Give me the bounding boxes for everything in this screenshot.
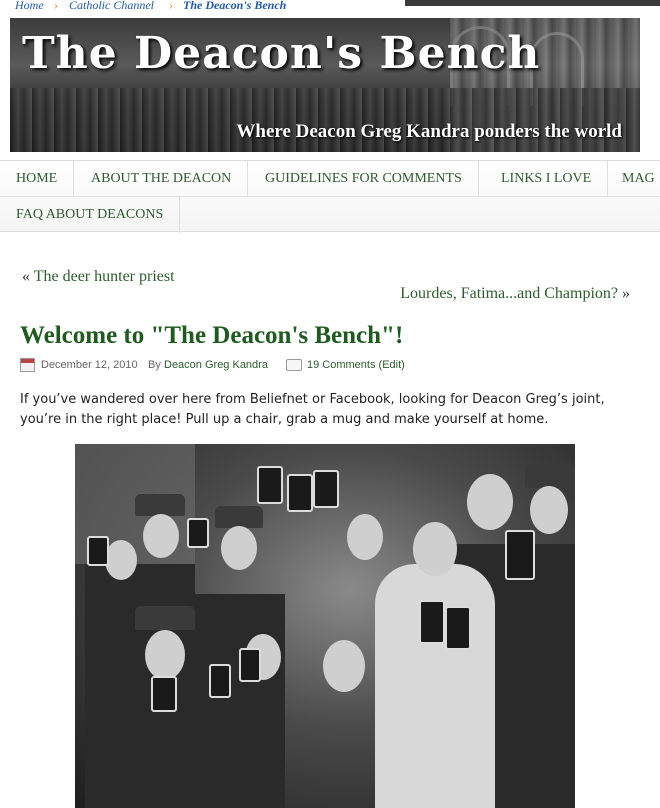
photo-face [143, 514, 179, 558]
next-arrow-icon: » [622, 285, 630, 302]
nav-item-about-the-deacon[interactable]: ABOUT THE DEACON [75, 161, 248, 197]
photo-hat [215, 506, 263, 528]
previous-post-link[interactable] [22, 268, 175, 286]
photo-face [323, 640, 365, 692]
post-by-label: By [148, 359, 161, 371]
top-bar-strip [405, 0, 660, 6]
photo-hat [135, 606, 195, 630]
comment-icon [286, 359, 302, 371]
photo-face [145, 630, 185, 680]
photo-beer-mug [257, 466, 283, 504]
photo-beer-mug [445, 606, 471, 650]
photo-beer-mug [239, 648, 261, 682]
post-date: December 12, 2010 [41, 359, 138, 371]
photo-beer-mug [209, 664, 231, 698]
photo-beer-mug [313, 470, 339, 508]
site-title: The Deacon's Bench [22, 28, 541, 79]
photo-face [413, 522, 457, 576]
breadcrumb-separator-icon: › [54, 0, 58, 12]
photo-beer-mug [87, 536, 109, 566]
photo-hat [525, 464, 575, 488]
nav-item-links-i-love[interactable]: LINKS I LOVE [485, 161, 608, 197]
next-post-title[interactable]: Lourdes, Fatima...and Champion? [400, 285, 618, 302]
photo-face [347, 514, 383, 560]
nav-item-mag[interactable]: MAG [622, 171, 655, 186]
main-navigation [0, 160, 660, 232]
calendar-icon [20, 358, 35, 372]
next-post-link[interactable] [400, 285, 630, 303]
photo-figure [85, 564, 195, 808]
post-author-link[interactable]: Deacon Greg Kandra [164, 359, 268, 371]
photo-face [530, 486, 568, 534]
breadcrumb-separator-icon: › [169, 0, 173, 12]
photo-beer-mug [187, 518, 209, 548]
photo-beer-mug [287, 474, 313, 512]
photo-hat [135, 494, 185, 516]
photo-face [105, 540, 137, 580]
photo-face [467, 474, 513, 530]
nav-item-home[interactable]: HOME [0, 161, 74, 197]
site-tagline: Where Deacon Greg Kandra ponders the world [236, 121, 622, 142]
post-title[interactable]: Welcome to "The Deacon's Bench"! [20, 322, 404, 349]
nav-item-faq-about-deacons[interactable]: FAQ ABOUT DEACONS [0, 197, 180, 233]
photo-face [221, 526, 257, 570]
photo-beer-mug [419, 600, 445, 644]
photo-beer-mug [505, 530, 535, 580]
previous-post-title[interactable]: The deer hunter priest [33, 268, 175, 285]
breadcrumb-channel-link[interactable]: Catholic Channel [69, 0, 154, 12]
post-body: If you’ve wandered over here from Beliefnet or Facebook, looking for Deacon Greg’s joint, you’re in the right place! Pull up a chair, grab a mug and make yourself at home. [20, 392, 605, 427]
breadcrumb-home-link[interactable]: Home [15, 0, 44, 12]
nav-row [0, 161, 660, 197]
nav-item-guidelines-for-comments[interactable]: GUIDELINES FOR COMMENTS [249, 161, 479, 197]
photo-beer-mug [151, 676, 177, 712]
site-banner[interactable] [10, 18, 640, 152]
photo-figure [185, 594, 285, 808]
post-photo-toast [75, 444, 575, 808]
nav-row [0, 197, 660, 233]
breadcrumb-current: The Deacon's Bench [183, 0, 287, 12]
previous-arrow-icon: « [22, 268, 30, 285]
post-comments-link[interactable]: 19 Comments (Edit) [307, 359, 405, 371]
